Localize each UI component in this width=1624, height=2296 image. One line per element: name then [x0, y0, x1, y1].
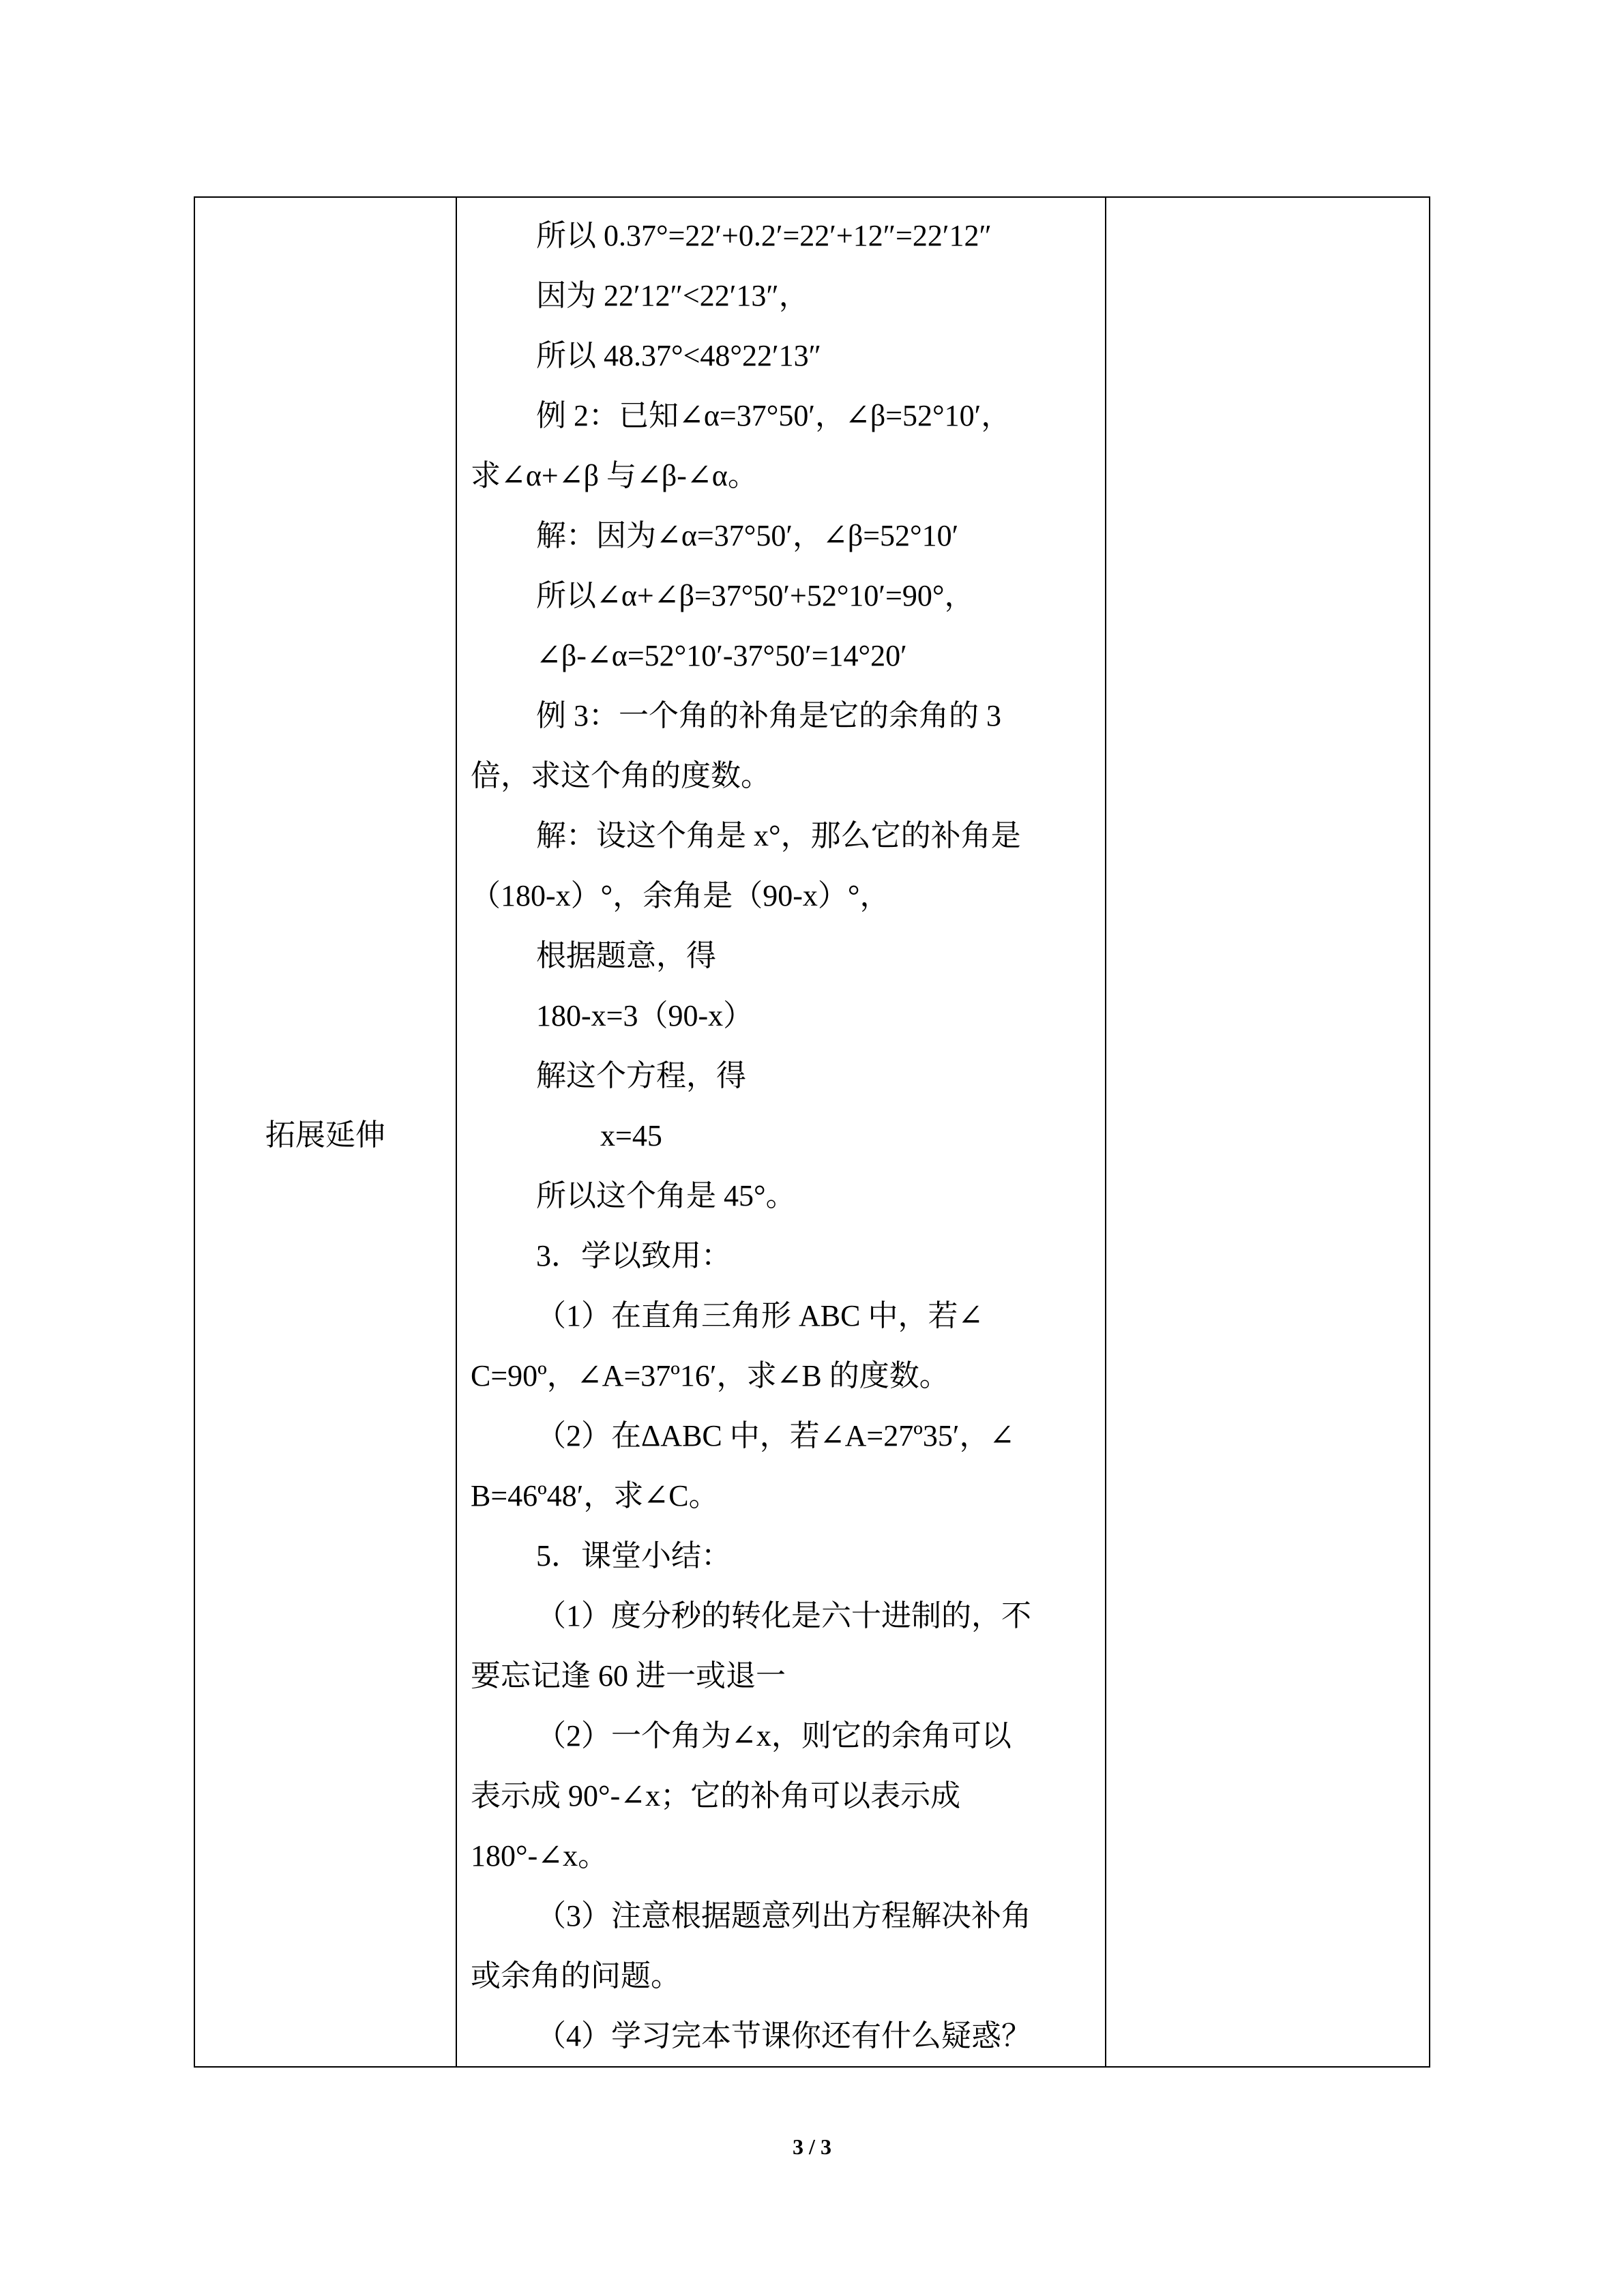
content-line: 所以∠α+∠β=37°50′+52°10′=90°，	[536, 579, 975, 612]
content-line: 5．课堂小结：	[536, 1539, 731, 1572]
content-line: 所以这个角是 45°。	[536, 1179, 796, 1212]
content-line: 例 2：已知∠α=37°50′，∠β=52°10′，	[536, 399, 1012, 432]
content-line: C=90º，∠A=37º16′，求∠B 的度数。	[471, 1359, 949, 1392]
content-line: 要忘记逢 60 进一或退一	[471, 1659, 786, 1693]
content-line: 解：因为∠α=37°50′，∠β=52°10′	[536, 519, 959, 552]
content-line: ∠β-∠α=52°10′-37°50′=14°20′	[536, 639, 907, 672]
content-line: 倍，求这个角的度数。	[471, 759, 771, 792]
stage-cell	[194, 197, 456, 2067]
content-line: x=45	[600, 1119, 662, 1152]
content-line: （1）度分秒的转化是六十进制的，不	[536, 1599, 1031, 1632]
content-line: 例 3：一个角的补角是它的余角的 3	[536, 699, 1001, 732]
content-line: 所以 48.37°<48°22′13″	[536, 339, 821, 372]
lesson-plan-table	[194, 196, 1430, 2068]
content-line: 3．学以致用：	[536, 1239, 731, 1272]
content-line: （180-x）°，余角是（90-x）°，	[471, 879, 890, 912]
content-line: 180-x=3（90-x）	[536, 999, 754, 1032]
content-line: 180°-∠x。	[471, 1839, 608, 1873]
notes-cell	[1106, 197, 1430, 2067]
content-line: 所以 0.37°=22′+0.2′=22′+12″=22′12″	[536, 219, 992, 252]
content-line: 解：设这个角是 x°，那么它的补角是	[536, 819, 1021, 852]
content-line: 表示成 90°-∠x；它的补角可以表示成	[471, 1779, 961, 1813]
page-number: 3 / 3	[793, 2134, 831, 2159]
content-line: （4）学习完本节课你还有什么疑惑？	[536, 2019, 1031, 2053]
content-line: （2）在ΔABC 中，若∠A=27º35′，∠	[536, 1419, 1015, 1452]
content-line: （1）在直角三角形 ABC 中，若∠	[536, 1299, 984, 1332]
content-line: 根据题意，得	[536, 939, 716, 972]
stage-label: 拓展延伸	[265, 1118, 385, 1152]
content-text	[457, 198, 1105, 2066]
content-line: B=46º48′，求∠C。	[471, 1479, 719, 1512]
content-line: （2）一个角为∠x，则它的余角可以	[536, 1719, 1012, 1753]
content-line: （3）注意根据题意列出方程解决补角	[536, 1899, 1031, 1933]
content-line: 求∠α+∠β 与∠β-∠α。	[471, 459, 758, 492]
content-line: 解这个方程，得	[536, 1059, 746, 1092]
table-row	[194, 197, 1430, 2067]
content-line: 或余角的问题。	[471, 1959, 681, 1993]
content-line: 因为 22′12″<22′13″，	[536, 279, 809, 312]
content-cell	[456, 197, 1106, 2067]
